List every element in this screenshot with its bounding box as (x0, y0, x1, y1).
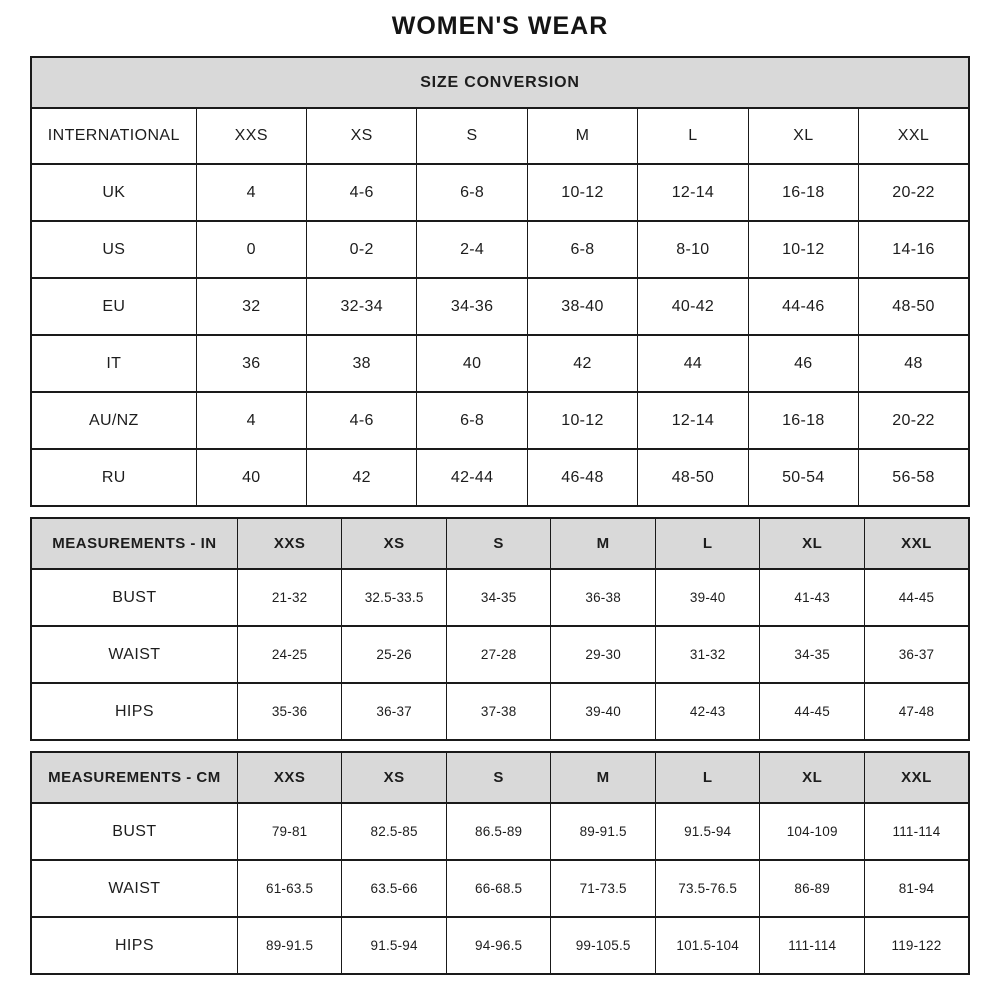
value-cell: 25-26 (342, 626, 447, 683)
size-column-header: XL (748, 108, 858, 164)
value-cell: 39-40 (655, 569, 760, 626)
value-cell: 10-12 (527, 392, 637, 449)
value-cell: 10-12 (527, 164, 637, 221)
row-label: BUST (31, 803, 237, 860)
value-cell: 42-43 (655, 683, 760, 740)
value-cell: 44-46 (748, 278, 858, 335)
size-conversion-column-row (31, 108, 969, 164)
value-cell: 6-8 (417, 164, 527, 221)
table-row (31, 917, 969, 974)
value-cell: 44-45 (864, 569, 969, 626)
table-row (31, 164, 969, 221)
value-cell: 89-91.5 (237, 917, 342, 974)
value-cell: 94-96.5 (446, 917, 551, 974)
size-column-header: XL (760, 752, 865, 803)
value-cell: 42-44 (417, 449, 527, 506)
value-cell: 12-14 (638, 164, 748, 221)
value-cell: 56-58 (859, 449, 969, 506)
value-cell: 37-38 (446, 683, 551, 740)
value-cell: 38-40 (527, 278, 637, 335)
size-column-header: XXS (237, 518, 342, 569)
page-title: WOMEN'S WEAR (391, 12, 609, 40)
size-column-header: XXS (196, 108, 306, 164)
value-cell: 91.5-94 (655, 803, 760, 860)
row-label: AU/NZ (31, 392, 196, 449)
size-column-header: XS (342, 518, 447, 569)
size-column-header: L (655, 752, 760, 803)
value-cell: 99-105.5 (551, 917, 656, 974)
measurements-cm-table (30, 751, 970, 975)
value-cell: 81-94 (864, 860, 969, 917)
value-cell: 6-8 (527, 221, 637, 278)
value-cell: 40 (417, 335, 527, 392)
size-column-header: S (446, 518, 551, 569)
row-label: RU (31, 449, 196, 506)
value-cell: 79-81 (237, 803, 342, 860)
value-cell: 29-30 (551, 626, 656, 683)
table-row (31, 803, 969, 860)
value-cell: 36 (196, 335, 306, 392)
value-cell: 0-2 (306, 221, 416, 278)
size-column-header: XXS (237, 752, 342, 803)
row-label: HIPS (31, 917, 237, 974)
value-cell: 39-40 (551, 683, 656, 740)
measurements-in-header-row (31, 518, 969, 569)
size-column-header: XS (342, 752, 447, 803)
value-cell: 41-43 (760, 569, 865, 626)
table-row (31, 335, 969, 392)
measurements-cm-head (31, 752, 969, 803)
value-cell: 71-73.5 (551, 860, 656, 917)
measurements-cm-header-row (31, 752, 969, 803)
value-cell: 86.5-89 (446, 803, 551, 860)
value-cell: 89-91.5 (551, 803, 656, 860)
value-cell: 104-109 (760, 803, 865, 860)
value-cell: 101.5-104 (655, 917, 760, 974)
value-cell: 21-32 (237, 569, 342, 626)
value-cell: 42 (306, 449, 416, 506)
value-cell: 46-48 (527, 449, 637, 506)
size-column-header: XXL (864, 518, 969, 569)
size-column-header: XXL (864, 752, 969, 803)
row-label: BUST (31, 569, 237, 626)
value-cell: 0 (196, 221, 306, 278)
value-cell: 86-89 (760, 860, 865, 917)
table-row (31, 392, 969, 449)
value-cell: 27-28 (446, 626, 551, 683)
value-cell: 10-12 (748, 221, 858, 278)
value-cell: 20-22 (859, 164, 969, 221)
row-label: WAIST (31, 626, 237, 683)
size-column-header: S (446, 752, 551, 803)
row-label: US (31, 221, 196, 278)
value-cell: 16-18 (748, 164, 858, 221)
row-label: EU (31, 278, 196, 335)
value-cell: 73.5-76.5 (655, 860, 760, 917)
row-label: IT (31, 335, 196, 392)
value-cell: 24-25 (237, 626, 342, 683)
value-cell: 38 (306, 335, 416, 392)
size-conversion-table (30, 56, 970, 507)
size-column-header: XXL (859, 108, 969, 164)
value-cell: 36-37 (342, 683, 447, 740)
value-cell: 20-22 (859, 392, 969, 449)
value-cell: 111-114 (760, 917, 865, 974)
size-column-header: INTERNATIONAL (31, 108, 196, 164)
value-cell: 48-50 (638, 449, 748, 506)
size-column-header: L (655, 518, 760, 569)
size-conversion-head (31, 57, 969, 164)
value-cell: 61-63.5 (237, 860, 342, 917)
measurements-in-body (31, 569, 969, 740)
size-column-header: S (417, 108, 527, 164)
value-cell: 8-10 (638, 221, 748, 278)
size-column-header: L (638, 108, 748, 164)
size-column-header: M (551, 752, 656, 803)
size-column-header: M (551, 518, 656, 569)
table-row (31, 569, 969, 626)
value-cell: 12-14 (638, 392, 748, 449)
value-cell: 32 (196, 278, 306, 335)
table-row (31, 683, 969, 740)
value-cell: 16-18 (748, 392, 858, 449)
value-cell: 48 (859, 335, 969, 392)
value-cell: 40-42 (638, 278, 748, 335)
value-cell: 47-48 (864, 683, 969, 740)
row-label: HIPS (31, 683, 237, 740)
value-cell: 4-6 (306, 392, 416, 449)
table-row (31, 278, 969, 335)
value-cell: 4 (196, 164, 306, 221)
table-row (31, 449, 969, 506)
value-cell: 48-50 (859, 278, 969, 335)
value-cell: 42 (527, 335, 637, 392)
value-cell: 36-37 (864, 626, 969, 683)
size-conversion-title: SIZE CONVERSION (31, 57, 969, 108)
value-cell: 36-38 (551, 569, 656, 626)
value-cell: 44-45 (760, 683, 865, 740)
measurements-in-table (30, 517, 970, 741)
table-row (31, 626, 969, 683)
table-row (31, 860, 969, 917)
size-conversion-body (31, 164, 969, 506)
value-cell: 82.5-85 (342, 803, 447, 860)
value-cell: 4-6 (306, 164, 416, 221)
value-cell: 46 (748, 335, 858, 392)
size-column-header: M (527, 108, 637, 164)
value-cell: 44 (638, 335, 748, 392)
value-cell: 34-36 (417, 278, 527, 335)
value-cell: 40 (196, 449, 306, 506)
value-cell: 31-32 (655, 626, 760, 683)
value-cell: 32.5-33.5 (342, 569, 447, 626)
value-cell: 66-68.5 (446, 860, 551, 917)
value-cell: 34-35 (446, 569, 551, 626)
value-cell: 2-4 (417, 221, 527, 278)
value-cell: 32-34 (306, 278, 416, 335)
value-cell: 111-114 (864, 803, 969, 860)
value-cell: 63.5-66 (342, 860, 447, 917)
table-row (31, 221, 969, 278)
value-cell: 119-122 (864, 917, 969, 974)
value-cell: 14-16 (859, 221, 969, 278)
row-label: UK (31, 164, 196, 221)
value-cell: 6-8 (417, 392, 527, 449)
value-cell: 50-54 (748, 449, 858, 506)
measurements-in-title: MEASUREMENTS - IN (31, 518, 237, 569)
size-column-header: XL (760, 518, 865, 569)
size-conversion-banner-row (31, 57, 969, 108)
value-cell: 34-35 (760, 626, 865, 683)
value-cell: 4 (196, 392, 306, 449)
measurements-cm-body (31, 803, 969, 974)
measurements-cm-title: MEASUREMENTS - CM (31, 752, 237, 803)
value-cell: 91.5-94 (342, 917, 447, 974)
size-column-header: XS (306, 108, 416, 164)
row-label: WAIST (31, 860, 237, 917)
value-cell: 35-36 (237, 683, 342, 740)
measurements-in-head (31, 518, 969, 569)
